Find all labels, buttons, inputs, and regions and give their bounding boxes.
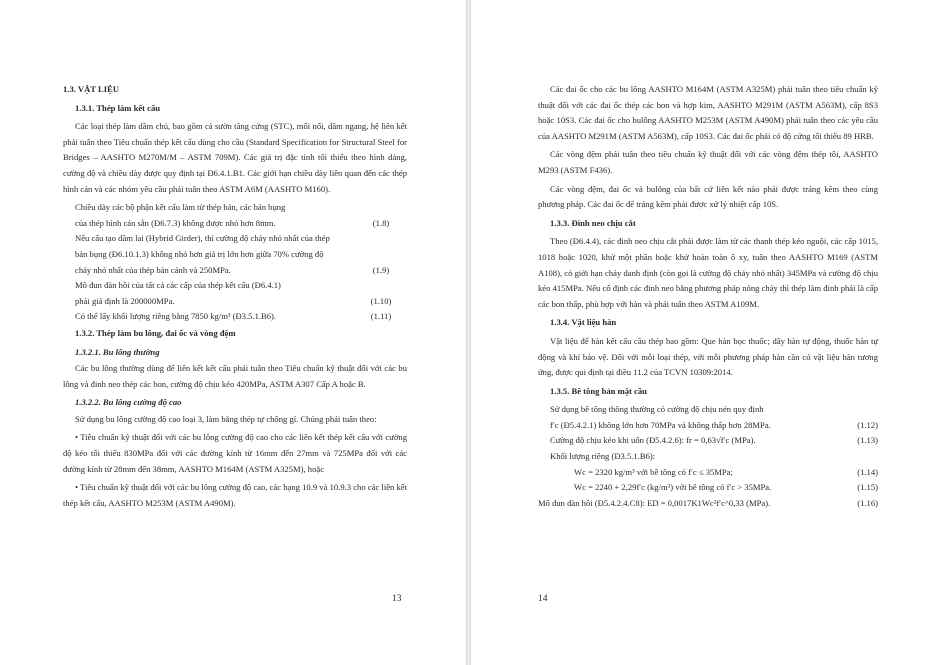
equation-number: (1.8) [372,217,390,228]
equation-line: bản bụng (Đ6.10.1.3) không nhỏ hơn giá trị lớn hơn giữa 70% cường độ [75,248,324,259]
equation-1-16 [538,496,878,512]
equation-1-15 [550,480,878,496]
right-page-content [538,82,878,511]
right-page [471,0,934,665]
equation-line: Wc = 2320 kg/m³ với bê tông có f′c ≤ 35MPa; [574,466,733,477]
equation-number: (1.10) [370,295,392,306]
paragraph-washers: Các vòng đệm phải tuân theo tiêu chuẩn kỹ thuật đối với các vòng đệm thép tôi, AASHTO M293 (ASTM F436). [538,149,878,175]
equation-line: Wc = 2240 + 2,29f′c (kg/m³) với bê tông có f′c > 35MPa. [574,482,772,493]
page-number: 14 [538,594,548,604]
subsubsection-heading-1-3-2-2: 1.3.2.2. Bu lông cường độ cao [75,397,182,408]
equation-1-11 [75,309,407,325]
equation-number: (1.12) [857,419,878,430]
equation-line: chảy nhỏ nhất của thép bản cánh và 250MPa. [75,264,231,275]
subsection-heading-1-3-4: 1.3.4. Vật liệu hàn [550,317,617,328]
equation-1-13 [550,433,878,449]
paragraph-shear-studs: Theo (Đ6.4.4), các đinh neo chịu cắt phải được làm từ các thanh thép kéo nguội, các cấp 1015, 1018 hoặc 1020, khử một phần hoặc khử hoàn toàn ô xy, tuân theo AASHTO M169 (ASTM A108), có giới hạn chảy danh định (còn gọi là cường độ chảy nhỏ nhất) 345MPa và cường độ chịu kéo 415MPa. Nếu cố định các đinh neo bằng phương pháp nóng chảy thì thép làm đinh phải là cấp các bon thấp, phù hợp với hàn và phải tuân theo ASTM A109M. [538,236,878,309]
bullet-item: • Tiêu chuẩn kỹ thuật đối với các bu lông cường độ cao cho các liên kết thép kết cấu với cường độ kéo tối thiểu 830MPa đối với các đường kính từ 16mm đến 27mm và 725MPa đối với các đường kính từ 28mm đến 38mm, AASHTO M164M (ASTM A325M), hoặc [63,432,407,474]
equation-1-10 [75,278,407,309]
equation-line: Chiều dày các bộ phận kết cấu làm từ thép bản, các bản bụng [75,202,286,213]
equation-number: (1.9) [372,264,390,275]
equation-line: Có thể lấy khối lượng riêng bằng 7850 kg/m³ (Đ3.5.1.B6). [75,311,277,322]
subsection-heading-1-3-1: 1.3.1. Thép làm kết cấu [75,102,161,113]
equation-number: (1.15) [857,482,878,493]
equation-1-8 [75,200,407,231]
equation-line: Cường độ chịu kéo khi uốn (Đ5.4.2.6): fr = 0,63√f′c (MPa). [550,435,756,446]
page-number: 13 [392,594,402,604]
subsection-heading-1-3-5: 1.3.5. Bê tông bản mặt cầu [550,385,647,396]
mass-density-label: Khối lượng riêng (Đ3.5.1.B6): [550,451,656,462]
paragraph-structural-steel: Các loại thép làm dầm chủ, bao gồm cả sườn tăng cứng (STC), mối nối, dầm ngang, hệ liên kết phải tuân theo Tiêu chuẩn thép kết cấu dùng cho cầu (Standard Specification for Structural Steel for Bridges – AASHTO M270M/M – ASTM 709M). Các giá trị đặc tính tối thiểu theo hình dáng, cường độ và chiều dày được quy định tại Đ6.4.1.B1. Các giới hạn chiều dày liên quan đến các thép hình cán và các nhóm yêu cầu phải tuân theo ASTM A6M (AASHTO M160). [63,121,407,194]
left-page-content [63,82,407,514]
subsection-heading-1-3-2: 1.3.2. Thép làm bu lông, đai ốc và vòng đệm [75,327,236,338]
equation-1-14 [550,465,878,481]
equation-1-9 [75,231,407,278]
bullet-item: • Tiêu chuẩn kỹ thuật đối với các bu lông cường độ cao, các hạng 10.9 và 10.9.3 cho các liên kết thép kết cấu, AASHTO M253M (ASTM A490M). [63,482,407,508]
equation-number: (1.13) [857,435,878,446]
paragraph-welding-materials: Vật liệu để hàn kết cấu cầu thép bao gồm: Que hàn bọc thuốc; dây hàn tự động, thuốc hàn tự động và khí bảo vệ. Đối với mỗi loại thép, với mỗi phương pháp hàn cần có vật liệu hàn tương ứng, được qui định tại điều 11.2 của TCVN 10309:2014. [538,335,878,378]
equation-number: (1.16) [857,497,878,508]
paragraph-ordinary-bolts: Các bu lông thường dùng để liên kết kết cấu phải tuân theo Tiêu chuẩn kỹ thuật đối với các bu lông và đinh neo thép các bon, cường độ chịu kéo 420MPa, ASTM A307 Cấp A hoặc B. [63,363,407,389]
equation-line: f′c (Đ5.4.2.1) không lớn hơn 70MPa và không thấp hơn 28MPa. [550,419,771,430]
equation-line: Mô đun đàn hồi của tất cả các cấp của thép kết cấu (Đ6.4.1) [75,280,281,291]
paragraph-galvanizing: Các vòng đệm, đai ốc và bulông của bất cứ liên kết nào phải được tráng kẽm theo cùng phương pháp. Các đai ốc để tráng kẽm phải được xử lý nhiệt cấp 10S. [538,183,878,210]
subsubsection-heading-1-3-2-1: 1.3.2.1. Bu lông thường [75,346,160,357]
subsection-heading-1-3-3: 1.3.3. Đinh neo chịu cắt [550,217,636,228]
equation-line: của thép hình cán sẵn (Đ6.7.3) không được nhỏ hơn 8mm. [75,217,276,228]
equation-line: Sử dụng bê tông thông thường có cường độ chịu nén quy định [550,404,764,415]
equation-line: Nếu cấu tạo dầm lai (Hybrid Girder), thì cường độ chảy nhỏ nhất của thép [75,233,330,244]
equation-number: (1.14) [857,466,878,477]
equation-line: Mô đun đàn hồi (Đ5.4.2.4.C8): ED = 0,0017K1Wc²f′c^0,33 (MPa). [538,497,771,508]
section-heading: 1.3. VẬT LIỆU [63,84,120,94]
paragraph-high-strength-bolts: Sử dụng bu lông cường độ cao loại 3, làm bằng thép tự chống gỉ. Chúng phải tuân theo: [75,413,377,424]
equation-1-12 [550,402,878,433]
paragraph-nuts: Các đai ốc cho các bu lông AASHTO M164M (ASTM A325M) phải tuân theo tiêu chuẩn kỹ thuật đối với các đai ốc thép các bon và hợp kim, AASHTO M291M (ASTM A563M), cấp 8S3 hoặc 10S3. Các đai ốc cho bulông AASHTO M253M (ASTM A490M) phải tuân theo các yêu cầu của AASHTO M291M (ASTM A563M), cấp 10S3. Các đai ốc phải có độ cứng tối thiểu 89 HRB. [538,84,878,141]
left-page [0,0,466,665]
equation-line: phải giả định là 200000MPa. [75,295,175,306]
equation-number: (1.11) [370,311,392,322]
